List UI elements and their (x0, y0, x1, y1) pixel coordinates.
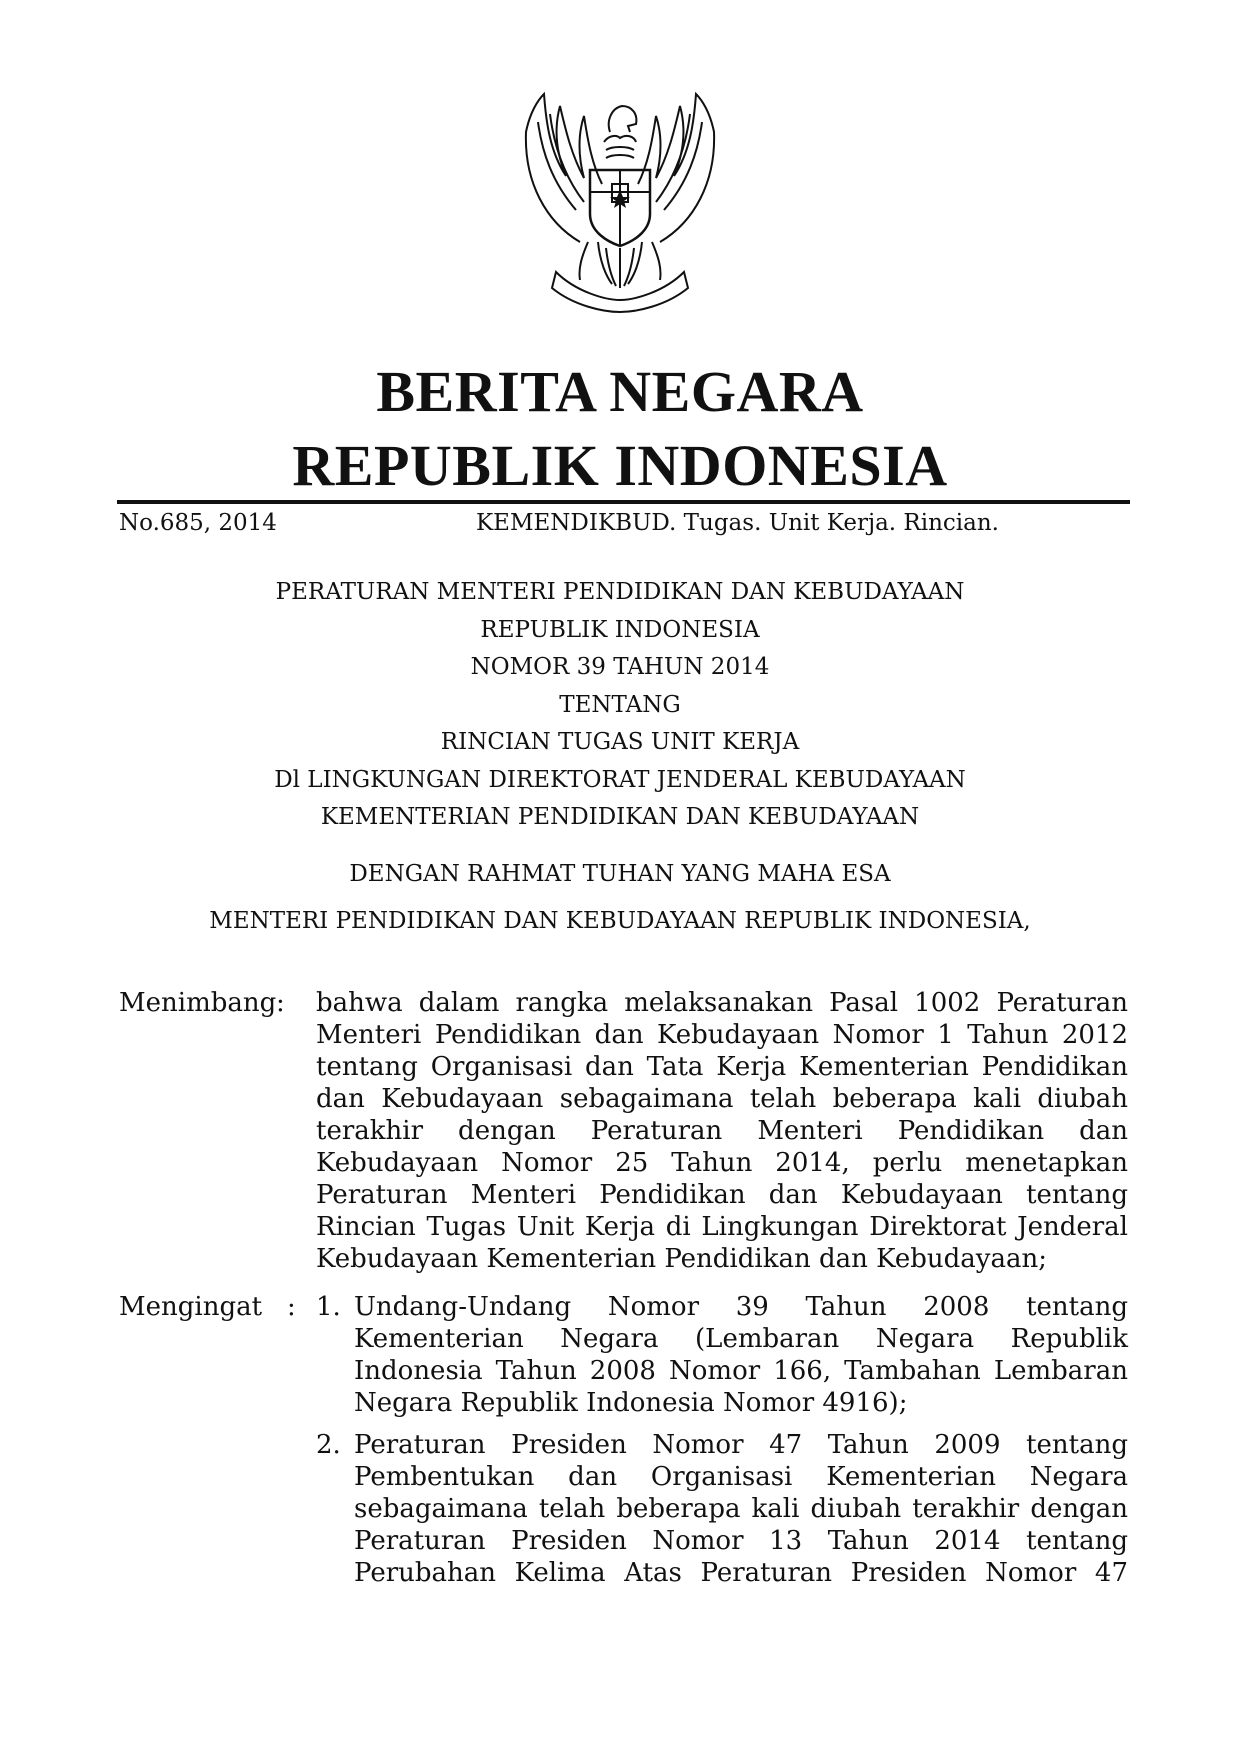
mengingat-label: Mengingat (119, 1292, 263, 1322)
title-line: Dl LINGKUNGAN DIREKTORAT JENDERAL KEBUDAYAAN (274, 766, 966, 793)
title-line: NOMOR 39 TAHUN 2014 (470, 654, 770, 680)
masthead-title: BERITA NEGARA (376, 359, 864, 424)
menimbang-text: bahwa dalam rangka melaksanakan Pasal 1002 Peraturan Menteri Pendidikan dan Kebudayaan Nomor 1 Tahun 2012 tentang Organisasi dan Tata Kerja Kementerian Pendidikan dan Kebudayaan sebagaimana telah beberapa kali diubah terakhir dengan Peraturan Menteri Pendidikan dan Kebudayaan Nomor 25 Tahun 2014, perlu menetapkan Peraturan Menteri Pendidikan dan Kebudayaan tentang Rincian Tugas Unit Kerja di Lingkungan Direktorat Jenderal Kebudayaan Kementerian Pendidikan dan Kebudayaan; (316, 988, 1128, 1274)
menimbang-label: Menimbang (119, 988, 277, 1018)
title-line: RINCIAN TUGAS UNIT KERJA (440, 729, 800, 755)
gazette-number: No.685, 2014 (119, 510, 277, 536)
garuda-emblem-icon (516, 92, 724, 314)
mengingat-colon: : (287, 1292, 296, 1322)
menimbang-colon: : (276, 988, 285, 1018)
mengingat-item-text: Undang-Undang Nomor 39 Tahun 2008 tentang Kementerian Negara (Lembaran Negara Republik Indonesia Tahun 2008 Nomor 166, Tambahan Lembaran Negara Republik Indonesia Nomor 4916); (354, 1292, 1128, 1418)
masthead-subtitle: REPUBLIK INDONESIA (292, 433, 948, 498)
title-line: TENTANG (559, 691, 681, 718)
masthead-rule (117, 500, 1130, 504)
mengingat-item-number: 1. (316, 1292, 341, 1322)
gazette-subject: KEMENDIKBUD. Tugas. Unit Kerja. Rincian. (476, 510, 999, 536)
preamble-invocation: DENGAN RAHMAT TUHAN YANG MAHA ESA (349, 861, 891, 887)
title-line: PERATURAN MENTERI PENDIDIKAN DAN KEBUDAYAAN (275, 579, 965, 605)
mengingat-item-number: 2. (316, 1430, 341, 1460)
preamble-minister: MENTERI PENDIDIKAN DAN KEBUDAYAAN REPUBLIK INDONESIA, (209, 908, 1031, 934)
regulation-title (0, 574, 1240, 837)
title-line: KEMENTERIAN PENDIDIKAN DAN KEBUDAYAAN (320, 804, 920, 830)
title-line: REPUBLIK INDONESIA (480, 616, 760, 643)
mengingat-item-text: Peraturan Presiden Nomor 47 Tahun 2009 tentang Pembentukan dan Organisasi Kementerian Negara sebagaimana telah beberapa kali diubah terakhir dengan Peraturan Presiden Nomor 13 Tahun 2014 tentang Perubahan Kelima Atas Peraturan Presiden Nomor 47 (354, 1430, 1128, 1588)
